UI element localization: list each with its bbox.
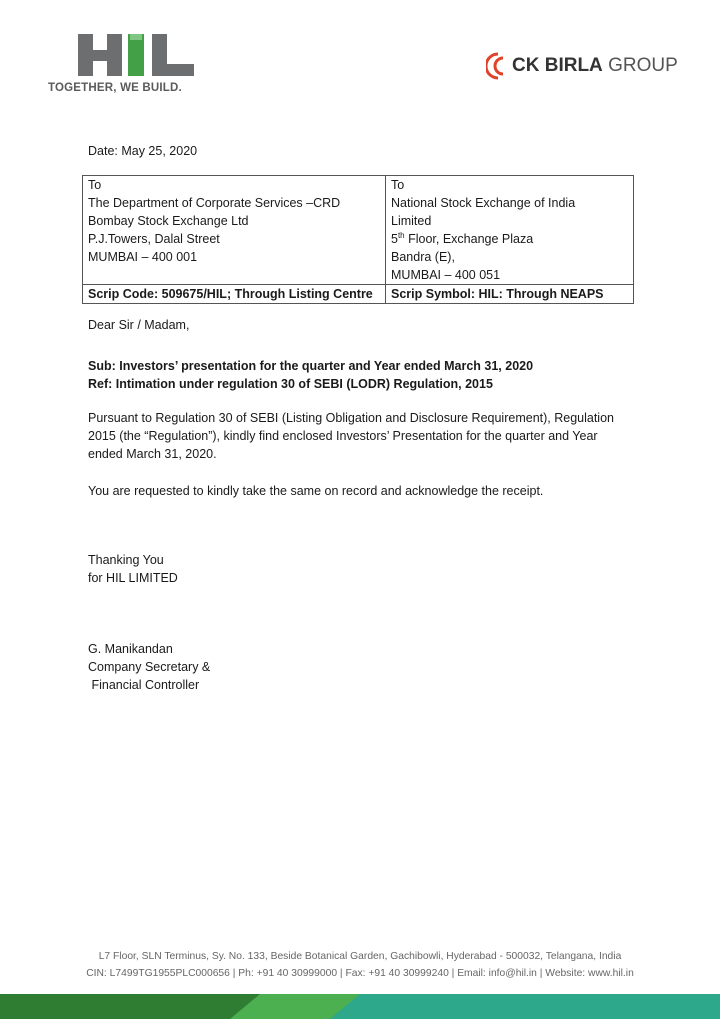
- recipient-table: [82, 175, 634, 304]
- bse-address-line: To: [88, 178, 102, 192]
- bse-address-line: The Department of Corporate Services –CRD: [88, 196, 341, 210]
- ck-birla-group-text: GROUP: [608, 55, 678, 76]
- nse-address-cell: [386, 176, 634, 285]
- recipient-address-row: [83, 176, 634, 285]
- hil-logo-mark: [78, 34, 198, 76]
- footer-color-bar: [0, 994, 720, 1019]
- signatory-name: G. Manikandan: [88, 642, 173, 656]
- bse-address-cell: [83, 176, 386, 285]
- body-line: Pursuant to Regulation 30 of SEBI (Listing Obligation and Disclosure Requirement), Regulation: [88, 411, 614, 425]
- signatory-title: Company Secretary &: [88, 660, 211, 674]
- nse-address-line: MUMBAI – 400 051: [391, 268, 501, 282]
- letter-date: Date: May 25, 2020: [88, 144, 198, 158]
- closing: Thanking You: [88, 553, 164, 567]
- ck-birla-wordmark: [512, 54, 678, 78]
- ck-birla-bold-text: CK BIRLA: [512, 55, 603, 76]
- footer-address: L7 Floor, SLN Terminus, Sy. No. 133, Beside Botanical Garden, Gachibowli, Hyderabad - 500032, Telangana, India: [98, 951, 622, 962]
- body-paragraph: [88, 409, 648, 463]
- nse-scrip-symbol: Scrip Symbol: HIL: Through NEAPS: [386, 285, 634, 304]
- request-paragraph: You are requested to kindly take the same on record and acknowledge the receipt.: [88, 484, 544, 498]
- bse-address-line: P.J.Towers, Dalal Street: [88, 232, 220, 246]
- reference-line: Ref: Intimation under regulation 30 of SEBI (LODR) Regulation, 2015: [88, 377, 493, 391]
- bse-address-line: Bombay Stock Exchange Ltd: [88, 214, 249, 228]
- nse-floor-rest: Floor, Exchange Plaza: [404, 232, 534, 246]
- nse-address-line: [391, 230, 628, 248]
- bse-address-line: MUMBAI – 400 001: [88, 250, 198, 264]
- footer-contact: CIN: L7499TG1955PLC000656 | Ph: +91 40 30999000 | Fax: +91 40 30999240 | Email: info@hil.in | Website: www.hil.in: [86, 968, 634, 979]
- signatory-title: Financial Controller: [88, 678, 200, 692]
- company-name: for HIL LIMITED: [88, 571, 178, 585]
- ck-birla-emblem-icon: [486, 52, 508, 80]
- bse-scrip-code: Scrip Code: 509675/HIL; Through Listing Centre: [83, 285, 386, 304]
- salutation: Dear Sir / Madam,: [88, 318, 190, 332]
- hil-logo: [48, 34, 208, 98]
- nse-address-line: Bandra (E),: [391, 250, 455, 264]
- ck-birla-logo: [486, 52, 676, 80]
- nse-floor-suffix: th: [397, 230, 405, 240]
- hil-tagline: TOGETHER, WE BUILD.: [48, 82, 182, 94]
- body-line: 2015 (the “Regulation”), kindly find enclosed Investors’ Presentation for the quarter and Year: [88, 429, 598, 443]
- scrip-row: [83, 285, 634, 304]
- body-line: ended March 31, 2020.: [88, 447, 217, 461]
- subject-line: Sub: Investors’ presentation for the quarter and Year ended March 31, 2020: [88, 359, 534, 373]
- nse-address-line: To: [391, 178, 405, 192]
- nse-address-line: Limited: [391, 214, 432, 228]
- nse-floor-number: 5: [391, 232, 398, 246]
- nse-address-line: National Stock Exchange of India: [391, 196, 576, 210]
